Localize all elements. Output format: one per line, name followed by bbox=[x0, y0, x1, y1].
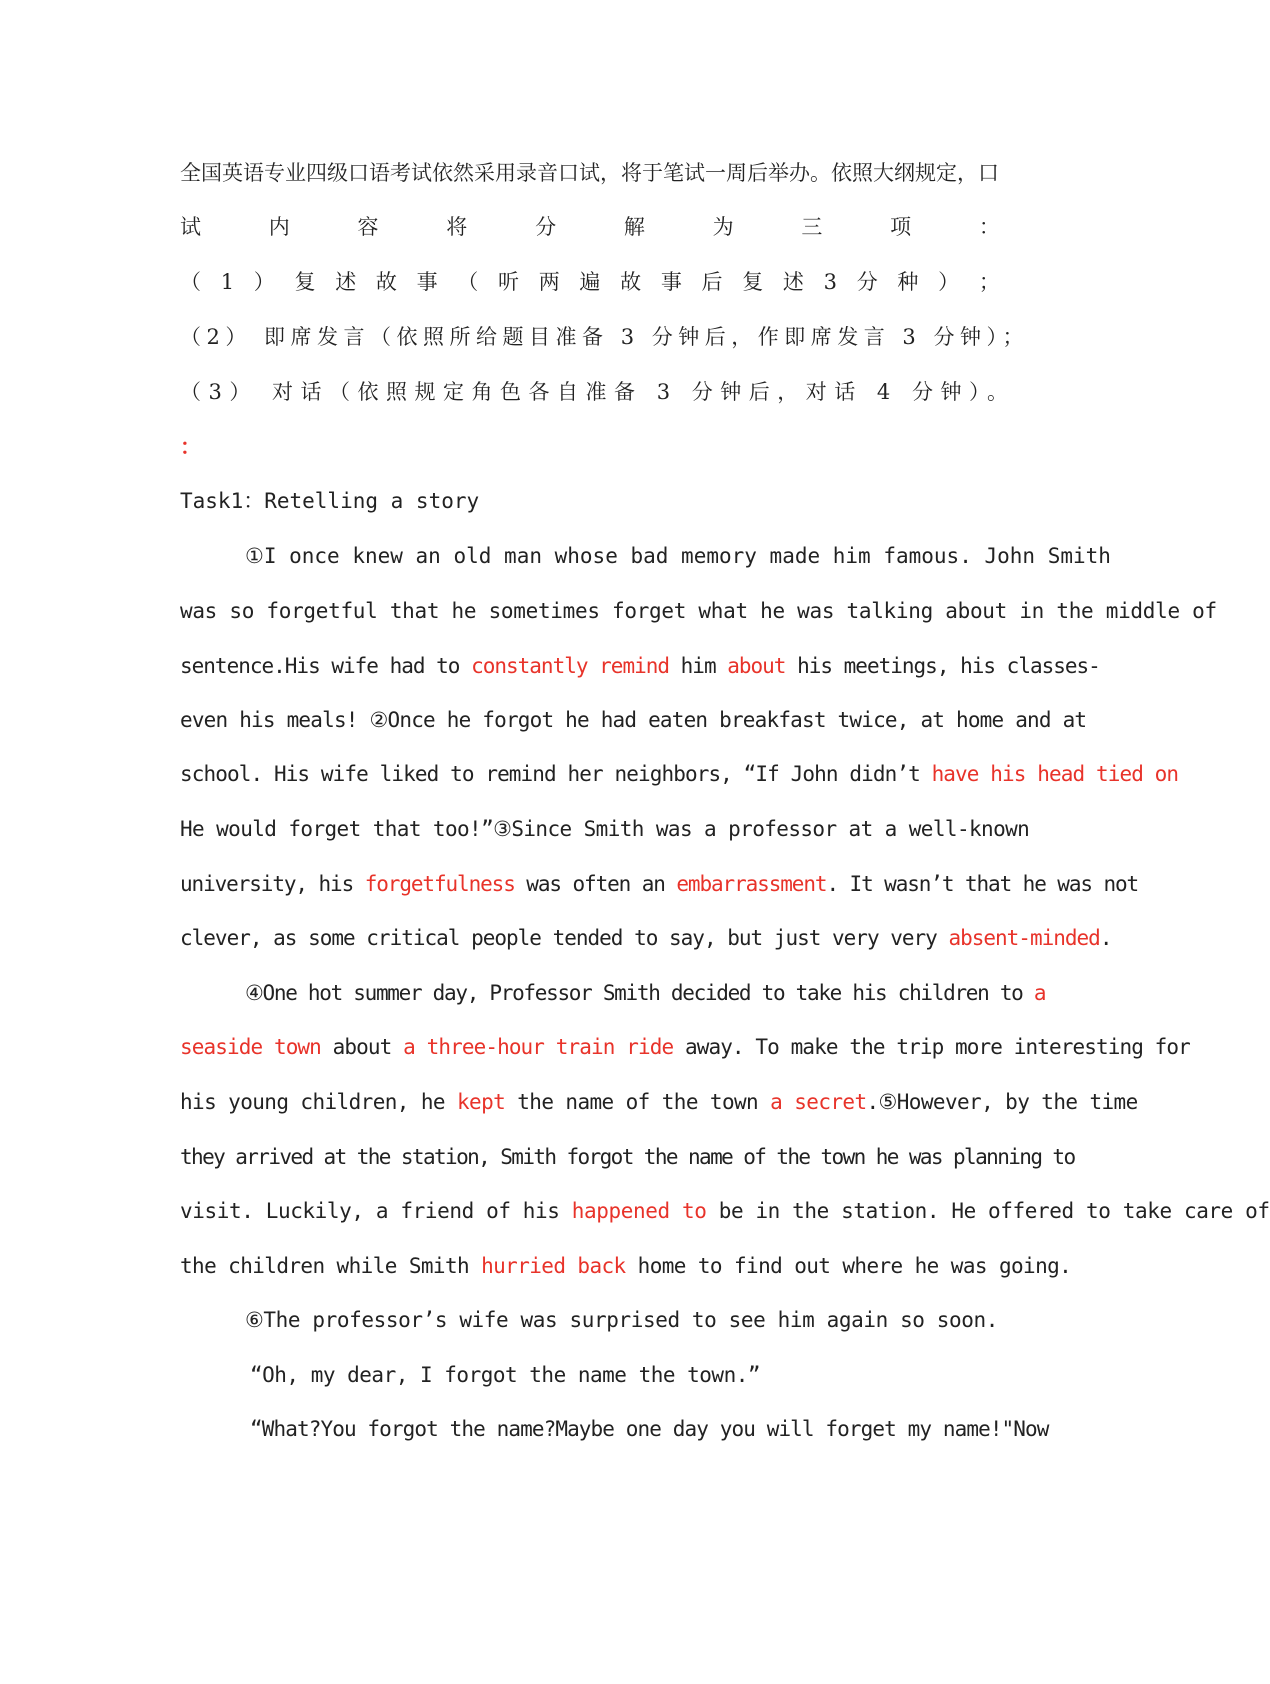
intro-char: 分 bbox=[856, 270, 878, 294]
highlight-phrase: forgetfulness bbox=[364, 872, 515, 896]
story-text: him bbox=[669, 654, 728, 678]
intro-char: 三 bbox=[801, 215, 823, 239]
story-text: clever, as some critical people tended to say, but just very very bbox=[180, 926, 949, 950]
intro-char: 1 bbox=[220, 270, 235, 294]
intro-line-2 bbox=[180, 213, 1000, 241]
story-line: “What?You forgot the name?Maybe one day you will forget my name!"Now bbox=[250, 1417, 1049, 1441]
highlight-phrase: a secret bbox=[770, 1090, 867, 1114]
story-line bbox=[180, 1197, 1270, 1225]
intro-char: 将 bbox=[446, 215, 468, 239]
story-text: his meetings, his classes- bbox=[785, 654, 1100, 678]
intro-char: 复 bbox=[742, 270, 764, 294]
intro-char: 为 bbox=[712, 215, 734, 239]
story-text: the name of the town bbox=[505, 1090, 771, 1114]
intro-char: （ bbox=[180, 270, 201, 294]
story-line: ①I once knew an old man whose bad memory made him famous. John Smith bbox=[245, 544, 1111, 568]
intro-line-1: 全国英语专业四级口语考试依然采用录音口试，将于笔试一周后举办。依照大纲规定，口 bbox=[180, 161, 999, 185]
intro-char: 解 bbox=[623, 215, 645, 239]
intro-char: 述 bbox=[335, 270, 357, 294]
story-line bbox=[180, 1252, 1072, 1280]
intro-line-4: （2） 即席发言（依照所给题目准备 3 分钟后，作即席发言 3 分钟）； bbox=[180, 325, 1029, 349]
red-marker: ： bbox=[180, 434, 201, 459]
highlight-phrase: happened to bbox=[571, 1199, 707, 1223]
highlight-phrase: seaside town bbox=[180, 1035, 321, 1059]
story-line: ⑥The professor’s wife was surprised to see him again so soon. bbox=[245, 1308, 999, 1332]
intro-char: 遍 bbox=[579, 270, 601, 294]
intro-line-5: （3） 对话（依照规定角色各自准备 3 分钟后，对话 4 分钟）。 bbox=[180, 380, 1016, 404]
story-line: they arrived at the station, Smith forgot the name of the town he was planning to bbox=[180, 1145, 1075, 1169]
story-line: was so forgetful that he sometimes forget what he was talking about in the middle of bbox=[180, 599, 1217, 623]
intro-char: 后 bbox=[701, 270, 723, 294]
story-line bbox=[180, 924, 1112, 952]
highlight-phrase: hurried back bbox=[481, 1254, 626, 1278]
intro-char: 故 bbox=[620, 270, 642, 294]
intro-char: 故 bbox=[375, 270, 397, 294]
intro-char: 项 bbox=[890, 215, 912, 239]
story-line bbox=[180, 1088, 1138, 1116]
story-text: ④One hot summer day, Professor Smith decided to take his children to bbox=[245, 981, 1034, 1005]
intro-char: 种 bbox=[897, 270, 919, 294]
highlight-phrase: about bbox=[727, 654, 786, 678]
story-line bbox=[180, 652, 1100, 680]
intro-char: （ bbox=[457, 270, 479, 294]
highlight-phrase: a bbox=[1033, 981, 1046, 1005]
intro-char: 听 bbox=[498, 270, 519, 294]
highlight-phrase: embarrassment bbox=[676, 872, 827, 896]
intro-char: 事 bbox=[660, 270, 682, 294]
story-line bbox=[180, 870, 1139, 898]
story-text: visit. Luckily, a friend of his bbox=[180, 1199, 572, 1223]
intro-char: 分 bbox=[535, 215, 557, 239]
story-text: . It wasn’t that he was not bbox=[826, 872, 1139, 896]
intro-char: ） bbox=[253, 270, 275, 294]
task-heading: Task1：Retelling a story bbox=[180, 489, 480, 513]
intro-char: ） bbox=[938, 270, 960, 294]
story-text: about bbox=[320, 1035, 404, 1059]
highlight-phrase: absent-minded bbox=[948, 926, 1100, 950]
intro-char: 3 bbox=[823, 270, 837, 294]
highlight-phrase: kept bbox=[457, 1090, 506, 1114]
story-text: school. His wife liked to remind her neighbors, “If John didn’t bbox=[180, 762, 932, 786]
intro-char: 容 bbox=[357, 215, 379, 239]
intro-char: 内 bbox=[268, 215, 290, 239]
story-line: “Oh, my dear, I forgot the name the town.” bbox=[250, 1363, 761, 1387]
highlight-phrase: constantly remind bbox=[471, 654, 670, 678]
intro-char: ； bbox=[978, 270, 1000, 294]
intro-line-3 bbox=[180, 268, 1000, 296]
story-text: university, his bbox=[180, 872, 365, 896]
highlight-phrase: have his head tied on bbox=[931, 762, 1179, 786]
story-text: sentence.His wife had to bbox=[180, 654, 472, 678]
intro-char: 两 bbox=[538, 270, 560, 294]
intro-char: 述 bbox=[782, 270, 804, 294]
story-text: be in the station. He offered to take care of bbox=[706, 1199, 1270, 1223]
story-line bbox=[180, 1033, 1190, 1061]
highlight-phrase: a three-hour train ride bbox=[403, 1035, 674, 1059]
story-text: his young children, he bbox=[180, 1090, 457, 1114]
story-line bbox=[245, 979, 1046, 1007]
story-text: .⑤However, by the time bbox=[866, 1090, 1138, 1114]
intro-char: ： bbox=[978, 215, 1000, 239]
story-text: . bbox=[1099, 926, 1112, 950]
story-text: was often an bbox=[514, 872, 677, 896]
story-line: even his meals! ②Once he forgot he had eaten breakfast twice, at home and at bbox=[180, 708, 1087, 732]
story-text: the children while Smith bbox=[180, 1254, 482, 1278]
intro-char: 试 bbox=[180, 215, 201, 239]
story-text: away. To make the trip more interesting for bbox=[673, 1035, 1190, 1059]
story-text: home to find out where he was going. bbox=[625, 1254, 1072, 1278]
intro-char: 事 bbox=[416, 270, 438, 294]
intro-char: 复 bbox=[294, 270, 316, 294]
story-line bbox=[180, 760, 1179, 788]
story-line: He would forget that too!”③Since Smith was a professor at a well-known bbox=[180, 817, 1030, 841]
